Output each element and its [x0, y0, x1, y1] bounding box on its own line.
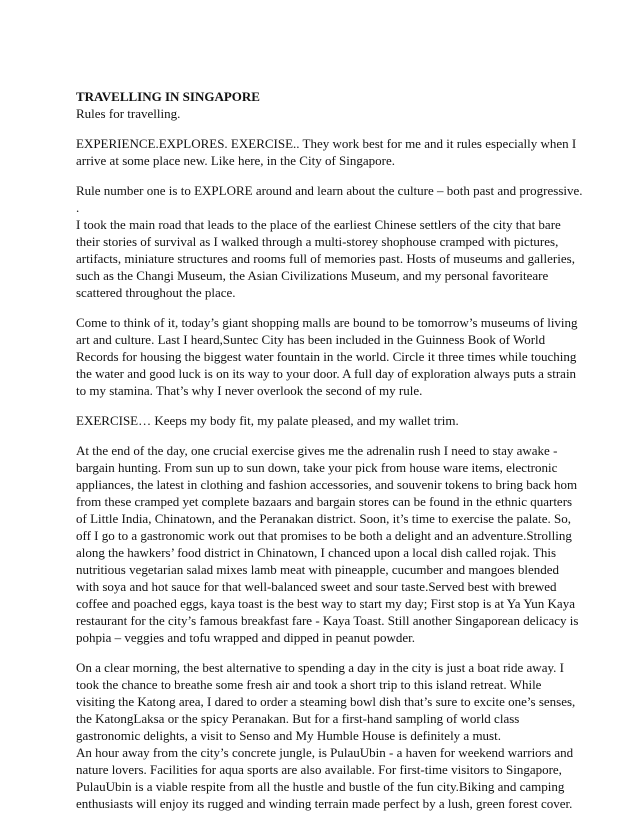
paragraph: [76, 412, 578, 429]
text-line: their stories of survival as I walked through a multi-storey shophouse cramped with pictures,: [76, 234, 559, 249]
text-line: the KatongLaksa or the spicy Peranakan. But for a first-hand sampling of world class: [76, 711, 520, 726]
paragraph: [76, 659, 578, 744]
paragraph: [76, 105, 578, 122]
paragraph-spacer: [76, 429, 578, 442]
text-line: PulauUbin is a viable respite from all the hustle and bustle of the fun city.Biking and camping: [76, 779, 565, 794]
paragraph-spacer: [76, 301, 578, 314]
paragraph: [76, 182, 583, 301]
text-line: off I go to a gastronomic work out that promises to be both a delight and an adventure.Strolling: [76, 528, 572, 543]
text-line: appliances, the latest in clothing and fashion accessories, and souvenir tokens to bring back hom: [76, 477, 578, 492]
document-body: [76, 105, 583, 812]
text-line: Rule number one is to EXPLORE around and learn about the culture – both past and progressive.: [76, 183, 583, 198]
text-line: artifacts, miniature structures and rooms full of memories past. Hosts of museums and galleries,: [76, 251, 575, 266]
paragraph: [76, 744, 578, 812]
text-line: arrive at some place new. Like here, in the City of Singapore.: [76, 153, 395, 168]
text-line: Rules for travelling.: [76, 106, 181, 121]
text-line: I took the main road that leads to the place of the earliest Chinese settlers of the city that bare: [76, 217, 561, 232]
paragraph-spacer: [76, 646, 578, 659]
text-line: pohpia – veggies and tofu wrapped and dipped in peanut powder.: [76, 630, 415, 645]
text-line: EXPERIENCE.EXPLORES. EXERCISE.. They work best for me and it rules especially when I: [76, 136, 577, 151]
text-line: On a clear morning, the best alternative to spending a day in the city is just a boat ride away. I: [76, 660, 564, 675]
paragraph: [76, 314, 578, 399]
text-line: gastronomic delights, a visit to Senso and My Humble House is definitely a must.: [76, 728, 501, 743]
text-line: At the end of the day, one crucial exercise gives me the adrenalin rush I need to stay awake -: [76, 443, 558, 458]
text-line: restaurant for the city’s famous breakfast fare - Kaya Toast. Still another Singaporean delicacy is: [76, 613, 579, 628]
text-line: of Little India, Chinatown, and the Peranakan district. Soon, it’s time to exercise the palate. So,: [76, 511, 571, 526]
text-line: the water and good luck is on its way to your door. A full day of exploration always puts a strain: [76, 366, 577, 381]
text-line: An hour away from the city’s concrete jungle, is PulauUbin - a haven for weekend warriors and: [76, 745, 574, 760]
text-line: from these cramped yet complete bazaars and bargain stores can be found in the ethnic quarters: [76, 494, 573, 509]
text-line: visiting the Katong area, I dared to order a steaming bowl dish that’s sure to excite one’s senses,: [76, 694, 576, 709]
text-line: EXERCISE… Keeps my body fit, my palate pleased, and my wallet trim.: [76, 413, 459, 428]
text-line: .: [76, 200, 80, 215]
paragraph-spacer: [76, 169, 578, 182]
document-title: TRAVELLING IN SINGAPORE: [76, 89, 260, 104]
text-line: such as the Changi Museum, the Asian Civilizations Museum, and my personal favoriteare: [76, 268, 549, 283]
text-line: coffee and poached eggs, kaya toast is the best way to start my day; First stop is at Ya Yun Kaya: [76, 596, 575, 611]
text-line: along the hawkers’ food district in Chinatown, I chanced upon a local dish called rojak. This: [76, 545, 557, 560]
text-line: to my stamina. That’s why I never overlook the second of my rule.: [76, 383, 423, 398]
paragraph: [76, 135, 578, 169]
paragraph-spacer: [76, 122, 578, 135]
text-line: scattered throughout the place.: [76, 285, 236, 300]
text-line: enthusiasts will enjoy its rugged and winding terrain made perfect by a lush, green forest cover.: [76, 796, 573, 811]
text-line: took the chance to breathe some fresh air and took a short trip to this island retreat. While: [76, 677, 542, 692]
text-line: Come to think of it, today’s giant shopping malls are bound to be tomorrow’s museums of living: [76, 315, 578, 330]
paragraph: [76, 442, 578, 646]
text-line: nature lovers. Facilities for aqua sports are also available. For first-time visitors to Singapore,: [76, 762, 562, 777]
paragraph-spacer: [76, 399, 578, 412]
text-line: bargain hunting. From sun up to sun down, take your pick from house ware items, electronic: [76, 460, 558, 475]
text-line: Records for housing the biggest water fountain in the world. Circle it three times while touching: [76, 349, 577, 364]
text-line: nutritious vegetarian salad mixes lamb meat with pineapple, cucumber and mangoes blended: [76, 562, 560, 577]
text-line: with soya and hot sauce for that well-balanced sweet and sour taste.Served best with brewed: [76, 579, 557, 594]
text-line: art and culture. Last I heard,Suntec City has been included in the Guinness Book of World: [76, 332, 546, 347]
